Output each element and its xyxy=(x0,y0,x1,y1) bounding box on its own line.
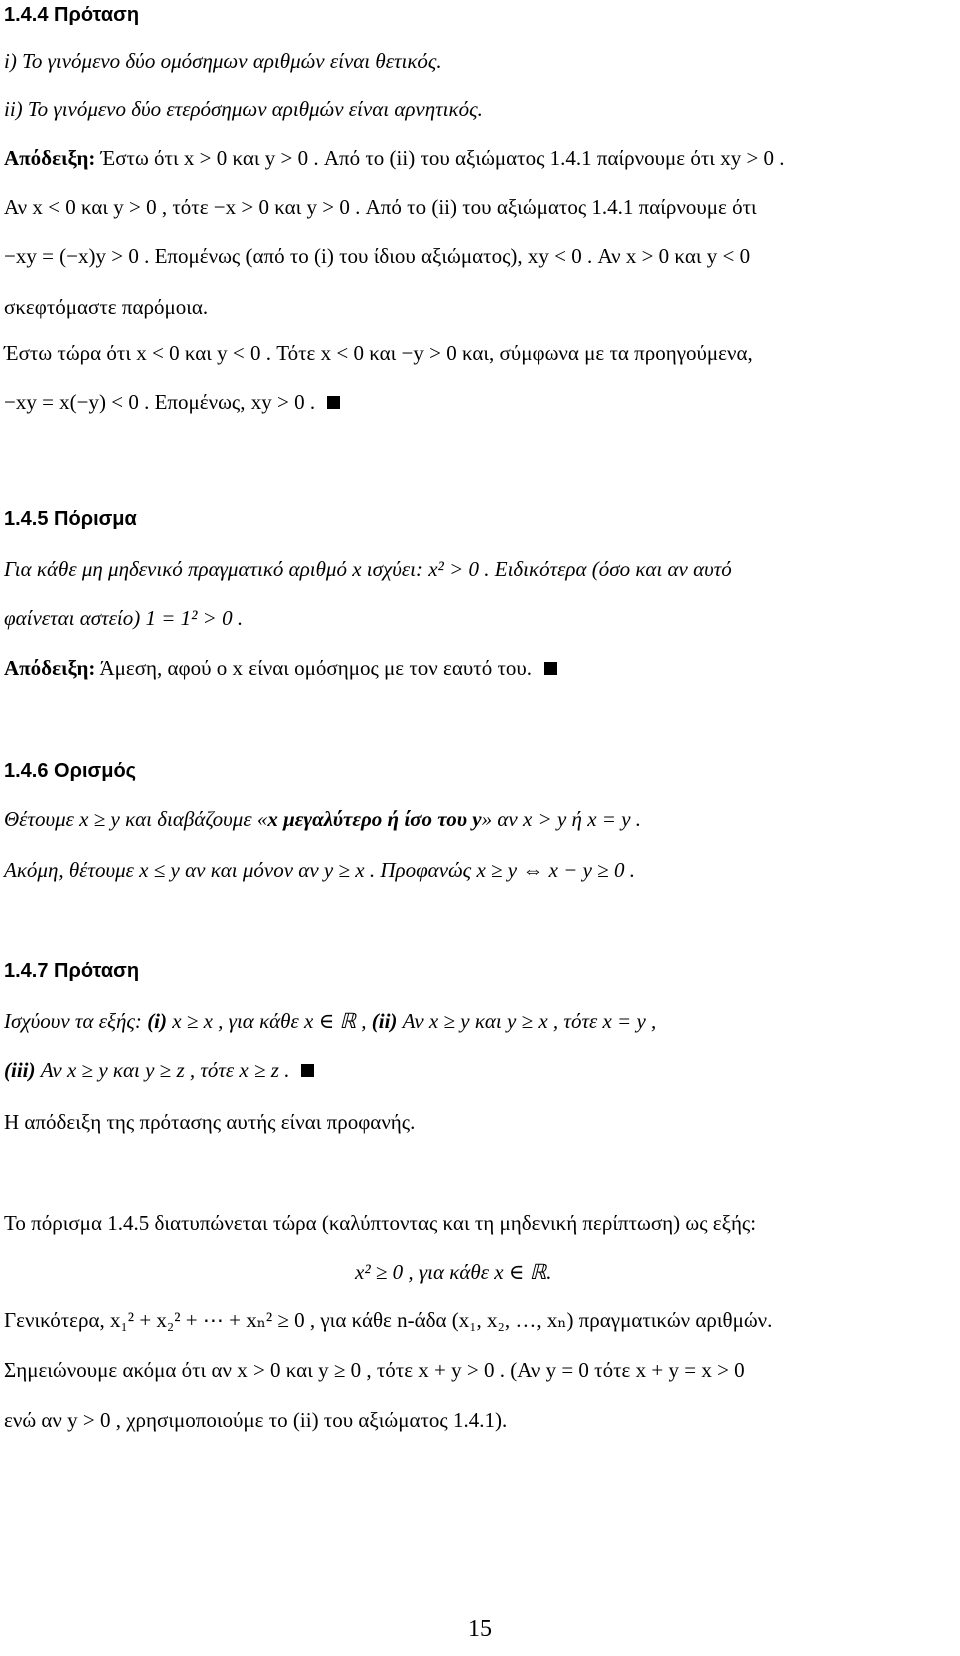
proposition-line-1: i) Το γινόμενο δύο ομόσημων αριθμών είναι θετικός. xyxy=(4,49,442,73)
proposition-147-line-2 xyxy=(4,1057,954,1083)
section-title-1-4-6: 1.4.6 Ορισμός xyxy=(4,760,137,782)
corollary-proof-text: Άμεση, αφού ο x είναι ομόσημος με τον εαυτό του. xyxy=(95,656,533,680)
definition-line-2: Ακόμη, θέτουμε x ≤ y αν και μόνον αν y ≥ x . Προφανώς x ≥ y ⇔ x − y ≥ 0 . xyxy=(4,858,635,882)
qed-square-icon xyxy=(301,1064,314,1077)
proof-line-1 xyxy=(4,145,954,171)
proof-label: Απόδειξη: xyxy=(4,146,96,170)
tail-line-1: Το πόρισμα 1.4.5 διατυπώνεται τώρα (καλύπτοντας και τη μηδενική περίπτωση) ως εξής: xyxy=(4,1211,757,1235)
qed-square-icon xyxy=(327,396,340,409)
section-title-1-4-4: 1.4.4 Πρόταση xyxy=(4,4,140,26)
proof-line-3: −xy = (−x)y > 0 . Επομένως (από το (i) του ίδιου αξιώματος), xy < 0 . Αν x > 0 και y < 0 xyxy=(4,244,751,268)
proposition-147-line-1 xyxy=(4,1008,954,1034)
proof-line-5: Έστω τώρα ότι x < 0 και y < 0 . Τότε x < 0 και −y > 0 και, σύμφωνα με τα προηγούμενα, xyxy=(4,341,753,365)
prop-147-proof-line: Η απόδειξη της πρότασης αυτής είναι προφανής. xyxy=(4,1110,416,1134)
tail-line-4: Σημειώνουμε ακόμα ότι αν x > 0 και y ≥ 0 , τότε x + y > 0 . (Αν y = 0 τότε x + y = x > 0 xyxy=(4,1358,745,1382)
prop-147-text-iii: Αν x ≥ y και y ≥ z , τότε x ≥ z . xyxy=(35,1058,290,1082)
tail-line-3: Γενικότερα, x₁² + x₂² + ⋯ + xₙ² ≥ 0 , για κάθε n-άδα (x₁, x₂, …, xₙ) πραγματικών αριθμών. xyxy=(4,1308,773,1332)
prop-147-item-iii: (iii) xyxy=(4,1058,36,1082)
prop-147-text-c: x ≥ x , για κάθε x ∈ ℝ , xyxy=(167,1009,372,1033)
corollary-line-2: φαίνεται αστείο) 1 = 1² > 0 . xyxy=(4,606,244,630)
page-number: 15 xyxy=(468,1616,492,1642)
corollary-line-1: Για κάθε μη μηδενικό πραγματικό αριθμό x ισχύει: x² > 0 . Ειδικότερα (όσο και αν αυτό xyxy=(4,557,732,581)
prop-147-text-e: Αν x ≥ y και y ≥ x , τότε x = y , xyxy=(397,1009,657,1033)
proof-line-4: σκεφτόμαστε παρόμοια. xyxy=(4,295,209,319)
proof-line-6 xyxy=(4,389,954,415)
definition-line-1 xyxy=(4,806,954,832)
corollary-proof-line xyxy=(4,655,954,681)
definition-text-a: Θέτουμε x ≥ y και διαβάζουμε « xyxy=(4,807,268,831)
tail-formula: x² ≥ 0 , για κάθε x ∈ ℝ. xyxy=(355,1260,552,1284)
prop-147-text-a: Ισχύουν τα εξής: xyxy=(4,1009,148,1033)
section-title-1-4-5: 1.4.5 Πόρισμα xyxy=(4,508,137,530)
prop-147-item-ii: (ii) xyxy=(371,1009,398,1033)
section-title-1-4-7: 1.4.7 Πρόταση xyxy=(4,960,140,982)
definition-text-c: » αν x > y ή x = y . xyxy=(481,807,642,831)
proof-text-1: Έστω ότι x > 0 και y > 0 . Από το (ii) του αξιώματος 1.4.1 παίρνουμε ότι xy > 0 . xyxy=(95,146,785,170)
qed-square-icon xyxy=(544,662,557,675)
proposition-line-2: ii) Το γινόμενο δύο ετερόσημων αριθμών είναι αρνητικός. xyxy=(4,97,483,121)
proof-text-6: −xy = x(−y) < 0 . Επομένως, xy > 0 . xyxy=(4,390,316,414)
definition-term: x μεγαλύτερο ή ίσο του y xyxy=(267,807,482,831)
proof-line-2: Αν x < 0 και y > 0 , τότε −x > 0 και y > 0 . Από το (ii) του αξιώματος 1.4.1 παίρνουμε ότι xyxy=(4,195,757,219)
tail-line-5: ενώ αν y > 0 , χρησιμοποιούμε το (ii) του αξιώματος 1.4.1). xyxy=(4,1408,508,1432)
proof-label: Απόδειξη: xyxy=(4,656,96,680)
prop-147-item-i: (i) xyxy=(147,1009,168,1033)
